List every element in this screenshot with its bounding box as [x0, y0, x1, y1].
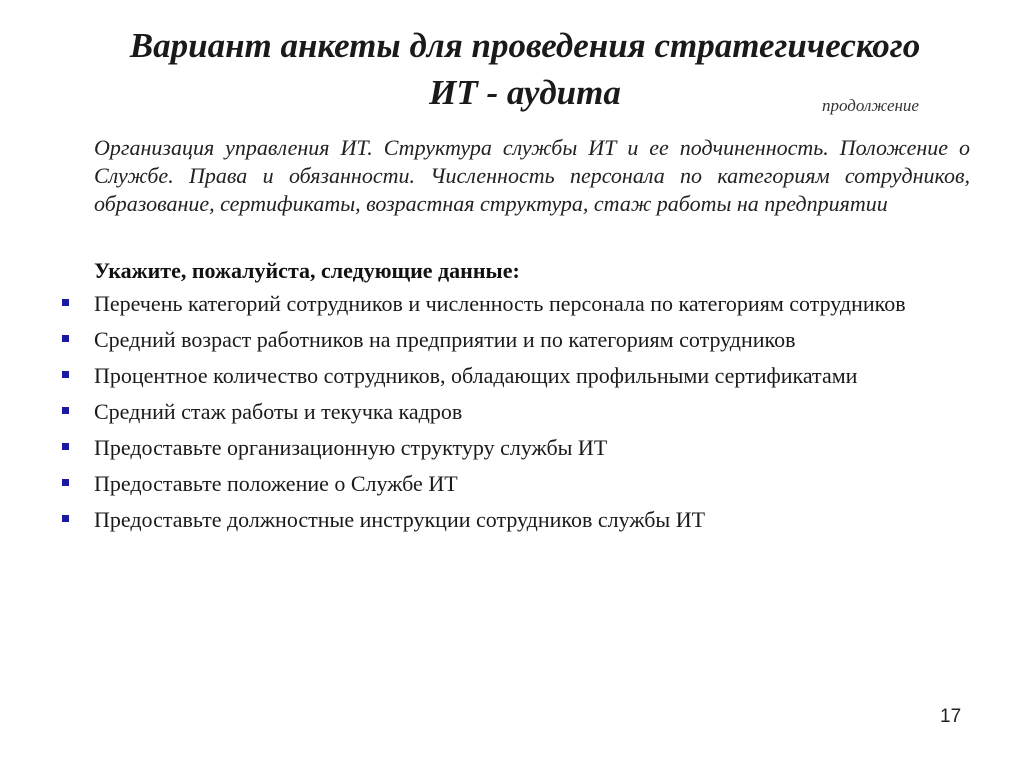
- square-bullet-icon: [62, 299, 69, 306]
- square-bullet-icon: [62, 515, 69, 522]
- intro-paragraph: Организация управления ИТ. Структура службы ИТ и ее подчиненность. Положение о Службе. Права и обязанности. Численность персонала по категориям сотрудников, образование, сертификаты, возрастная структура, стаж работы на предприятии: [94, 135, 970, 216]
- list-item: [0, 434, 970, 462]
- list-item-text: Предоставьте организационную структуру службы ИТ: [94, 435, 608, 460]
- list-item-text: Предоставьте положение о Службе ИТ: [94, 471, 458, 496]
- list-item-text: Средний стаж работы и текучка кадров: [94, 399, 463, 424]
- square-bullet-icon: [62, 407, 69, 414]
- square-bullet-icon: [62, 335, 69, 342]
- list-item-text: Процентное количество сотрудников, обладающих профильными сертификатами: [94, 363, 858, 388]
- square-bullet-icon: [62, 479, 69, 486]
- square-bullet-icon: [62, 371, 69, 378]
- list-item: [0, 326, 970, 354]
- list-item: [0, 290, 970, 318]
- list-item: [0, 398, 970, 426]
- requested-data-list: [0, 290, 970, 542]
- list-item: [0, 362, 970, 390]
- request-heading: Укажите, пожалуйста, следующие данные:: [94, 258, 520, 283]
- list-item: [0, 470, 970, 498]
- list-item-text: Предоставьте должностные инструкции сотрудников службы ИТ: [94, 507, 706, 532]
- page-number: 17: [940, 706, 962, 727]
- list-item-text: Средний возраст работников на предприятии и по категориям сотрудников: [94, 327, 796, 352]
- list-item: [0, 506, 970, 534]
- list-item-text: Перечень категорий сотрудников и численность персонала по категориям сотрудников: [94, 291, 906, 316]
- continued-label: продолжение: [822, 96, 919, 115]
- title-line-1: Вариант анкеты для проведения стратегического: [129, 26, 921, 65]
- title-line-2: ИТ - аудита: [429, 73, 621, 112]
- square-bullet-icon: [62, 443, 69, 450]
